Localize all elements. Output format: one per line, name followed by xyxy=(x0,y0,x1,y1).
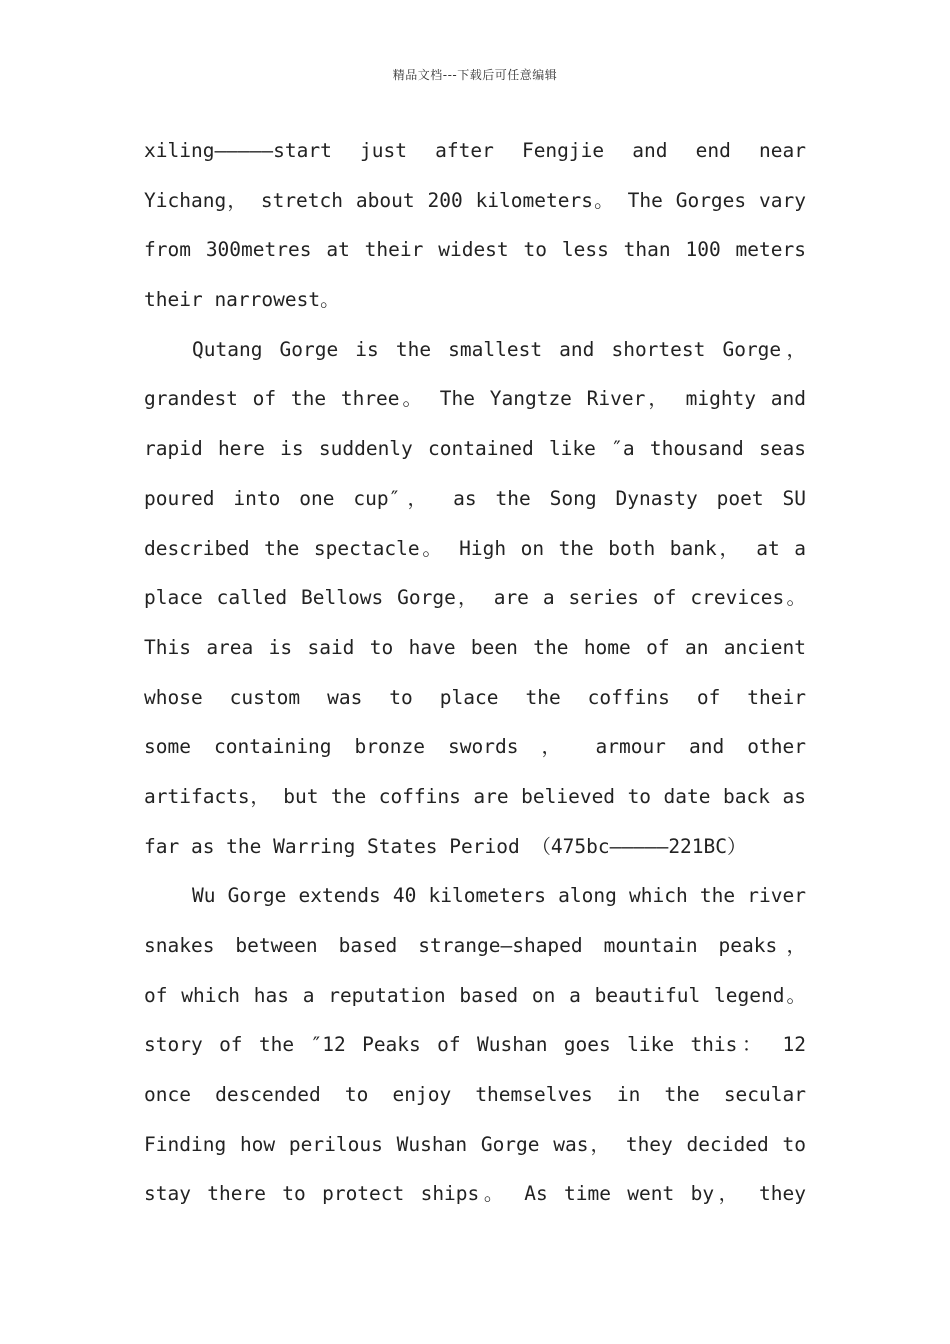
text-line-content: grandest of the three。 The Yangtze River， mighty and xyxy=(144,387,806,411)
text-line-content: Finding how perilous Wushan Gorge was， they decided to xyxy=(144,1132,806,1156)
text-line xyxy=(144,727,806,777)
text-line-content: some containing bronze swords ， armour and other xyxy=(144,735,806,759)
text-line xyxy=(144,529,806,579)
text-line-content: stay there to protect ships。 As time went by， they xyxy=(144,1182,806,1206)
text-line xyxy=(144,379,806,429)
text-line xyxy=(144,131,806,181)
text-line-content: rapid here is suddenly contained like ″a thousand seas xyxy=(144,437,806,461)
text-line-content: whose custom was to place the coffins of their xyxy=(144,685,806,709)
text-line xyxy=(144,876,806,926)
text-line xyxy=(144,777,806,827)
text-line-content: This area is said to have been the home of an ancient xyxy=(144,635,806,659)
text-line-content: xiling—————start just after Fengjie and end near xyxy=(144,139,806,162)
text-line xyxy=(144,330,806,380)
text-line xyxy=(144,578,806,628)
text-line xyxy=(144,926,806,976)
text-line-content: story of the ″12 Peaks of Wushan goes like this： 12 xyxy=(144,1033,806,1057)
text-line-content: Wu Gorge extends 40 kilometers along which the river xyxy=(192,884,806,908)
text-line-content: Qutang Gorge is the smallest and shortest Gorge， xyxy=(192,337,806,361)
text-line xyxy=(144,976,806,1026)
text-line-content: poured into one cup″， as the Song Dynasty poet SU xyxy=(144,486,806,510)
text-line xyxy=(144,429,806,479)
text-line-content: Yichang， stretch about 200 kilometers。 The Gorges vary xyxy=(144,188,806,212)
page-header: 精品文档---下载后可任意编辑 xyxy=(392,68,558,82)
text-line xyxy=(144,1174,806,1224)
text-line xyxy=(144,628,806,678)
text-line xyxy=(144,678,806,728)
text-line-content: place called Bellows Gorge， are a series of crevices。 xyxy=(144,586,806,610)
text-line-content: from 300metres at their widest to less than 100 meters xyxy=(144,238,806,262)
text-line-content: artifacts， but the coffins are believed to date back as xyxy=(144,784,806,808)
text-line xyxy=(144,479,806,529)
text-line-content: of which has a reputation based on a beautiful legend。 xyxy=(144,983,806,1007)
text-line xyxy=(144,1075,806,1125)
text-line-content: far as the Warring States Period （475bc—————221BC） xyxy=(144,834,747,858)
text-line xyxy=(144,1125,806,1175)
text-line xyxy=(144,181,806,231)
text-line xyxy=(144,1025,806,1075)
text-line-content: described the spectacle。 High on the both bank， at a xyxy=(144,536,806,560)
text-line-content: once descended to enjoy themselves in the secular xyxy=(144,1083,806,1107)
text-line xyxy=(144,280,806,330)
text-line-content: snakes between based strange—shaped mountain peaks， xyxy=(144,934,806,957)
text-line xyxy=(144,827,806,877)
body-text xyxy=(144,131,806,1224)
text-line-content: their narrowest。 xyxy=(144,288,340,312)
text-line xyxy=(144,230,806,280)
